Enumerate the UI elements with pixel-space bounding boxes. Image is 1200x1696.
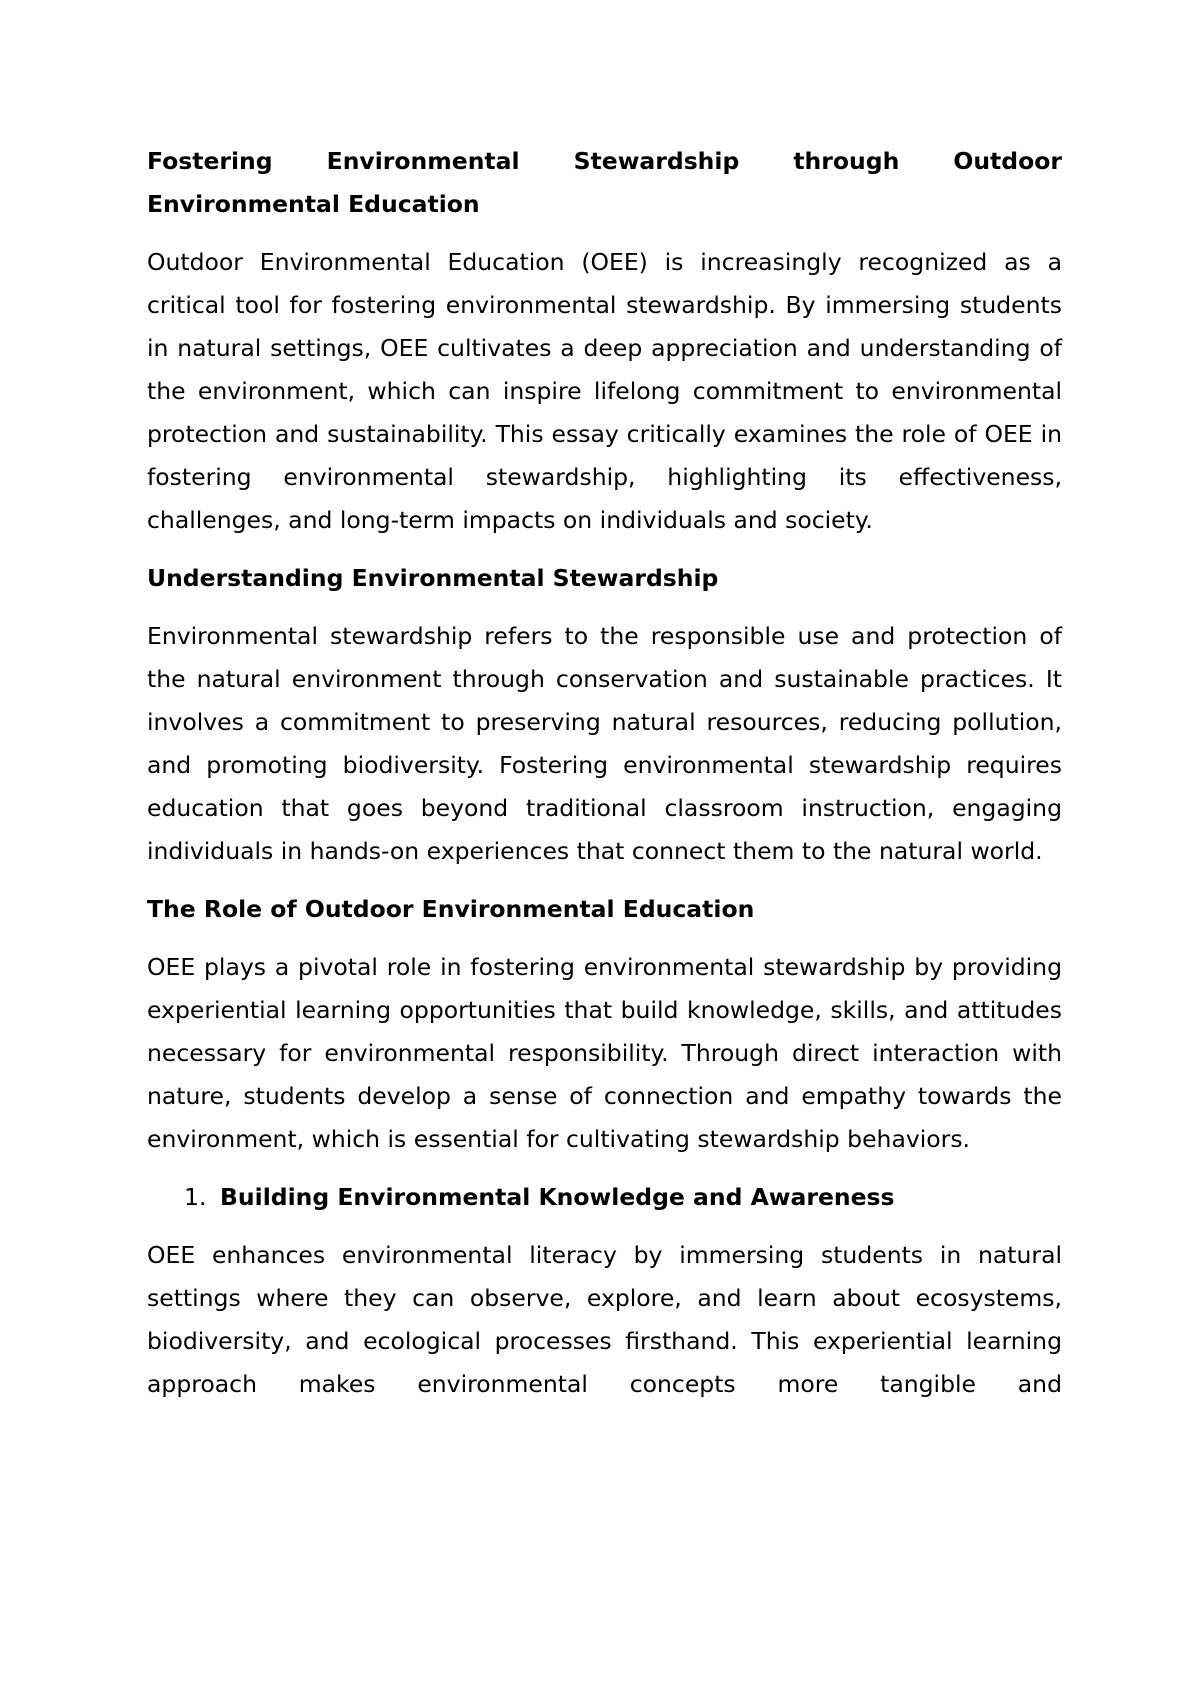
list-item-heading: Building Environmental Knowledge and Awareness (220, 1183, 895, 1211)
section-body-knowledge: OEE enhances environmental literacy by immersing students in natural settings where they can observe, explore, and learn about ecosystems, biodiversity, and ecological processes firsthand. This experiential learning approach makes environmental concepts more tangible and (147, 1241, 1062, 1398)
list-number: 1. (184, 1183, 207, 1211)
intro-paragraph: Outdoor Environmental Education (OEE) is increasingly recognized as a critical tool for fostering environmental stewardship. By immersing students in natural settings, OEE cultivates a deep appreciation and understanding of the environment, which can inspire lifelong commitment to environmental protection and sustainability. This essay critically examines the role of OEE in fostering environmental stewardship, highlighting its effectiveness, challenges, and long-term impacts on individuals and society. (147, 248, 1062, 534)
document-page (147, 140, 1062, 1421)
numbered-list-item (147, 1176, 1062, 1219)
section-body-understanding: Environmental stewardship refers to the responsible use and protection of the natural environment through conservation and sustainable practices. It involves a commitment to preserving natural resources, reducing pollution, and promoting biodiversity. Fostering environmental stewardship requires education that goes beyond traditional classroom instruction, engaging individuals in hands-on experiences that connect them to the natural world. (147, 622, 1062, 865)
document-title (147, 140, 1062, 226)
section-heading-understanding: Understanding Environmental Stewardship (147, 564, 719, 592)
section-body-role: OEE plays a pivotal role in fostering environmental stewardship by providing experiential learning opportunities that build knowledge, skills, and attitudes necessary for environmental responsibility. Through direct interaction with nature, students develop a sense of connection and empathy towards the environment, which is essential for cultivating stewardship behaviors. (147, 953, 1062, 1153)
section-heading-role: The Role of Outdoor Environmental Education (147, 895, 755, 923)
title-line-1: Fostering Environmental Stewardship through Outdoor (147, 147, 1062, 175)
title-line-2: Environmental Education (147, 190, 480, 218)
